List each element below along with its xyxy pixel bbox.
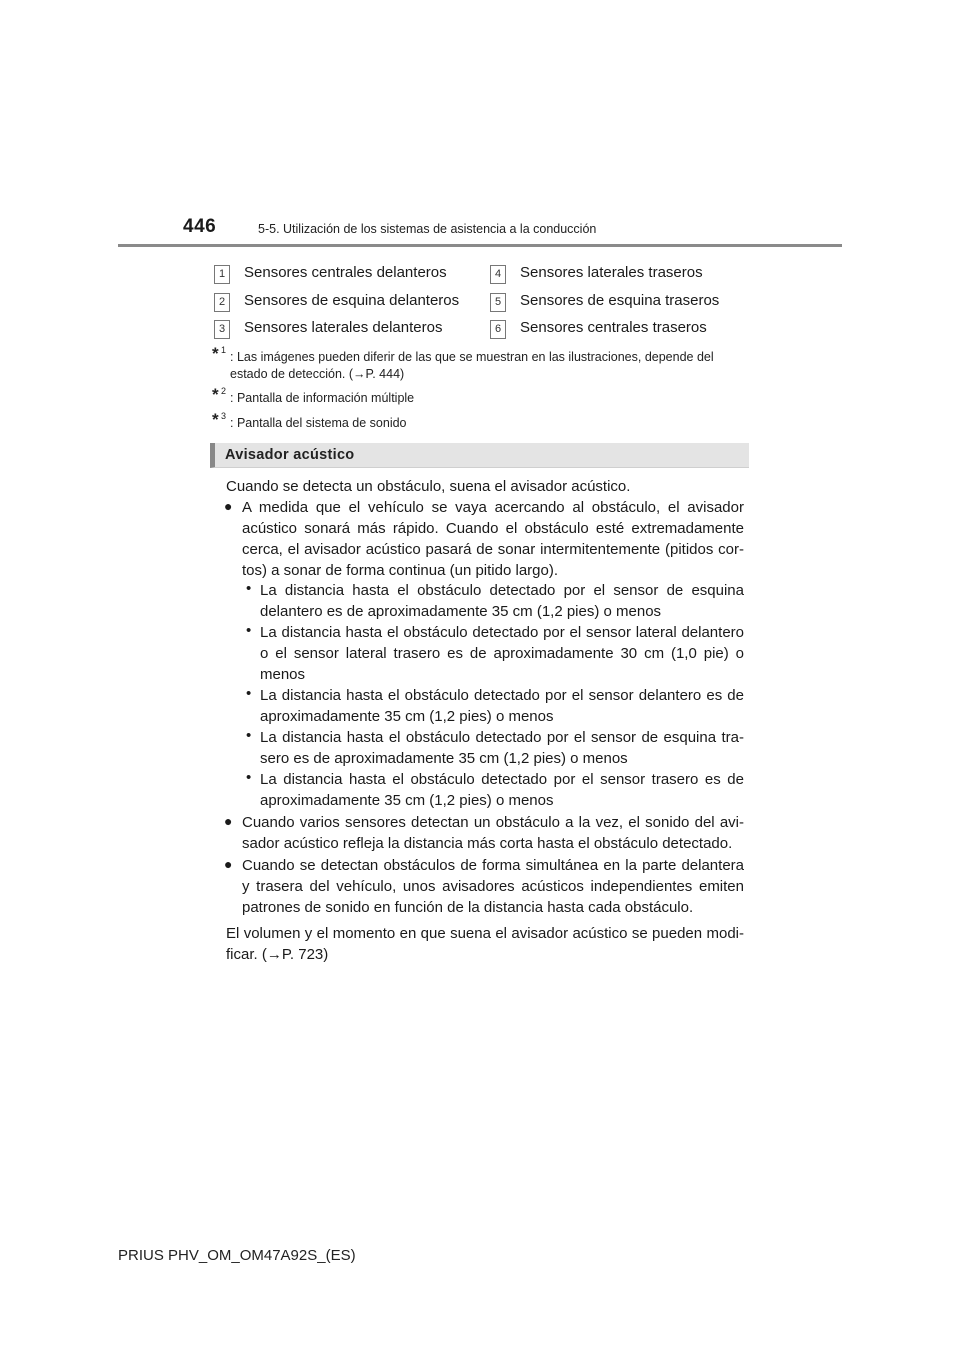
section-title: Avisador acústico <box>225 447 355 463</box>
bullet-icon: ● <box>224 856 233 872</box>
legend-label: Sensores centrales traseros <box>520 319 707 336</box>
legend-label: Sensores laterales traseros <box>520 264 703 281</box>
sub-bullet-icon: • <box>246 727 252 744</box>
number-badge: 6 <box>490 320 506 339</box>
intro-paragraph: Cuando se detecta un obstáculo, suena el avisador acústico. <box>226 478 631 495</box>
number-badge: 3 <box>214 320 230 339</box>
footnote-star: * <box>212 344 219 363</box>
footer-code: PRIUS PHV_OM_OM47A92S_(ES) <box>118 1247 356 1264</box>
number-badge: 4 <box>490 265 506 284</box>
section-title-bar <box>210 443 749 468</box>
sub-item-text: La distancia hasta el obstáculo detectado por el sensor trasero es de aproximadamente 35 cm (1,2 pies) o menos <box>260 771 744 809</box>
bullet-text: A medida que el vehículo se vaya acercando al obstáculo, el avisador acústico sonará más rápido. Cuando el obstáculo esté extremadamente cerca, el avisador acústico pasará de sonar intermitentemente (pitidos cor-tos) a sonar de forma continua (un pitido largo). <box>242 499 744 579</box>
sub-item-text: La distancia hasta el obstáculo detectado por el sensor delantero es de aproximadamente 35 cm (1,2 pies) o menos <box>260 687 744 725</box>
closing-paragraph: El volumen y el momento en que suena el avisador acústico se pueden modi-ficar. (→P. 723) <box>226 925 744 963</box>
sub-bullet-icon: • <box>246 580 252 597</box>
number-badge: 2 <box>214 293 230 312</box>
legend-label: Sensores centrales delanteros <box>244 264 447 281</box>
footnote-star: * <box>212 410 219 429</box>
sub-item-text: La distancia hasta el obstáculo detectado por el sensor de esquina tra-sero es de aproximadamente 35 cm (1,2 pies) o menos <box>260 729 744 767</box>
footnote-star: * <box>212 385 219 404</box>
footnote-text: : Pantalla del sistema de sonido <box>230 416 407 430</box>
number-badge: 5 <box>490 293 506 312</box>
legend-label: Sensores de esquina delanteros <box>244 292 460 309</box>
header-rule <box>118 244 842 247</box>
bullet-text: Cuando varios sensores detectan un obstáculo a la vez, el sonido del avi-sador acústico refleja la distancia más corta hasta el obstáculo detectado. <box>242 814 744 852</box>
sub-bullet-icon: • <box>246 769 252 786</box>
footnote-index: 3 <box>221 411 227 421</box>
footnote-index: 1 <box>221 345 227 355</box>
sub-bullet-icon: • <box>246 685 252 702</box>
page-number: 446 <box>183 216 217 237</box>
sub-item-text: La distancia hasta el obstáculo detectado por el sensor de esquina delantero es de aproximadamente 35 cm (1,2 pies) o menos <box>260 582 744 620</box>
number-badge: 1 <box>214 265 230 284</box>
footnote-text: : Las imágenes pueden diferir de las que se muestran en las ilustraciones, depende del estado de detección. (→P. 444) <box>230 350 714 381</box>
footnote-index: 2 <box>221 386 227 396</box>
sub-bullet-icon: • <box>246 622 252 639</box>
bullet-icon: ● <box>224 498 233 514</box>
bullet-icon: ● <box>224 813 233 829</box>
section-heading: 5-5. Utilización de los sistemas de asistencia a la conducción <box>258 222 597 236</box>
sub-item-text: La distancia hasta el obstáculo detectado por el sensor lateral delantero o el sensor lateral trasero es de aproximadamente 30 cm (1,0 pie) o menos <box>260 624 744 683</box>
legend-label: Sensores laterales delanteros <box>244 319 443 336</box>
bullet-text: Cuando se detectan obstáculos de forma simultánea en la parte delantera y trasera del vehículo, unos avisadores acústicos independientes emiten patrones de sonido en función de la distancia hasta cada obstáculo. <box>242 857 744 916</box>
legend-label: Sensores de esquina traseros <box>520 292 720 309</box>
footnote-text: : Pantalla de información múltiple <box>230 391 415 405</box>
